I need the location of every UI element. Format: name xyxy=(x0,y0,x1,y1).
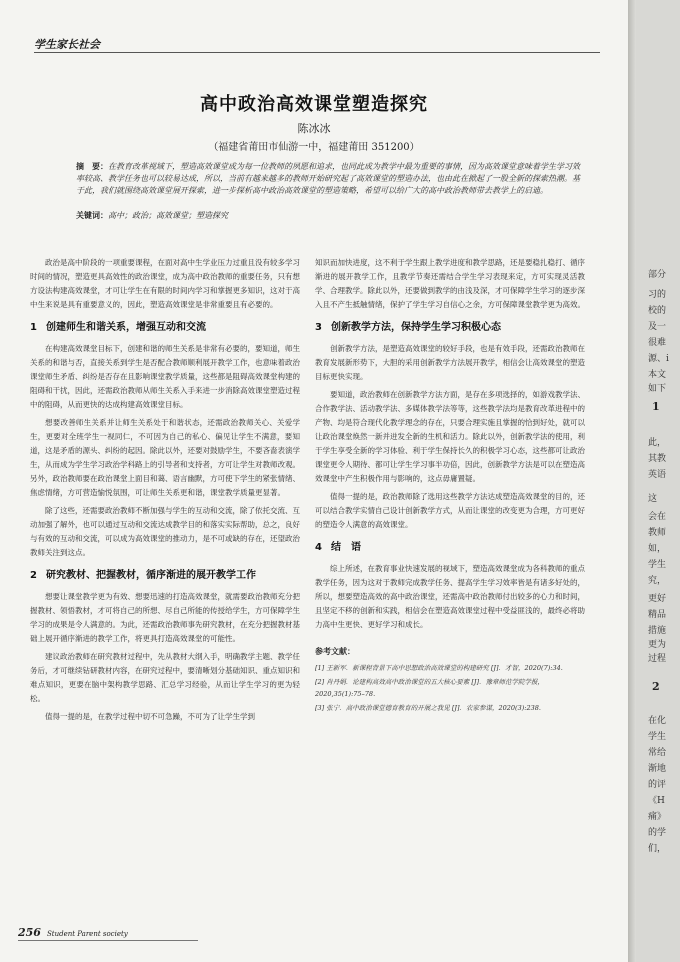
adjacent-page-fragment: 学生 xyxy=(648,560,667,570)
adjacent-page-fragment: 常给 xyxy=(648,748,667,758)
adjacent-page-fragment: 过程 xyxy=(648,654,667,664)
adjacent-page-fragment: 在化 xyxy=(648,716,667,726)
section-heading-text: 创建师生和谐关系，增强互动和交流 xyxy=(46,322,206,333)
keywords-text: 高中；政治；高效课堂；塑造探究 xyxy=(108,211,228,220)
body-paragraph: 要知道，政治教师在创新教学方法方面，是存在多项选择的，如游戏教学法、合作教学法、活动教学法、多媒体教学法等等，这些教学法均是教育改革进程中的产物、均是符合现代化教学理念的存在，只要合理实施且掌握的恰到好处，就可以让政治课堂焕然一新并迸发全新的生机和活力。除此以外，创新教学法的使用，利于学生享受全新的学习体验、利于学生保持长久的积极学习心态，这些都可让政治课堂更令人期待、都可让学生学习事半功倍，因此，创新教学方法是可以在塑造高效课堂中产生积极作用与影响的，这点毋庸置疑。 xyxy=(315,390,585,483)
section-heading xyxy=(30,568,300,584)
article-author: 陈冰冰 xyxy=(297,122,331,135)
article-title: 高中政治高效课堂塑造探究 xyxy=(200,94,428,115)
adjacent-page-fragment: 很难 xyxy=(648,338,667,348)
body-paragraph: 知识而加快进度，这不利于学生跟上教学进度和教学思路，还是要稳扎稳打、循序渐进的展开教学工作，且教学节奏还需结合学生学习表现来定，方可实现灵活教学、合理教学。除此以外，还要做到教学的由浅及深，才可保障学生学习的逐步深入且不产生抵触情绪，保护了学生学习自信心之余，方可保障课堂教学更为高效。 xyxy=(315,258,585,309)
adjacent-page-edge xyxy=(628,0,680,962)
adjacent-page-fragment: 渐地 xyxy=(648,764,667,774)
adjacent-page-fragment: 教师 xyxy=(648,528,667,538)
abstract xyxy=(76,160,586,197)
body-paragraph: 综上所述，在教育事业快速发展的视域下，塑造高效课堂成为各科教师的重点教学任务，因为这对于教师完成教学任务、提高学生学习效率皆是有诸多好处的，所以，想要塑造高效的高中政治课堂，还需高中政治教师付出较多的心力和时间，且坚定不移的创新和实践，相信会在塑造高效课堂过程中受益匪浅的，最终必将助力高中生更快、更好学习和成长。 xyxy=(315,564,585,629)
adjacent-page-fragment: 习的 xyxy=(648,290,667,300)
reference-item: [2] 肖丹娟．论建构高效高中政治课堂的五大核心要素 [J]．豫章师范学院学报，2020,35(1):75–78. xyxy=(315,678,545,698)
header-divider xyxy=(34,52,600,53)
section-heading xyxy=(30,320,300,336)
adjacent-page-fragment: 如下 xyxy=(648,384,667,394)
body-paragraph: 政治是高中阶段的一项重要课程，在面对高中生学业压力过重且没有较多学习时间的情况，塑造更具高效性的政治课堂，成为高中政治教师的重要任务，只有想方设法构建高效课堂，才可让学生在有限的时间内学习和掌握更多知识，这对于高中生来说是具有重要意义的，因此，塑造高效课堂是非常重要且有必要的。 xyxy=(30,258,300,309)
adjacent-page-fragment: 1 xyxy=(652,400,660,413)
section-heading-text: 结 语 xyxy=(331,542,361,553)
body-paragraph: 建议政治教师在研究教材过程中，先从教材大纲入手，明确教学主题、教学任务后，才可继续钻研教材内容，在研究过程中，要清晰划分基础知识、重点知识和难点知识，更要在脑中架构教学思路、汇总学习经验，从而让学生学习的更为轻松。 xyxy=(30,652,300,703)
adjacent-page-fragment: 英语 xyxy=(648,470,667,480)
author-affiliation: （福建省莆田市仙游一中，福建莆田 351200） xyxy=(208,142,420,153)
references-title: 参考文献： xyxy=(315,646,355,656)
adjacent-page-fragment: 本文 xyxy=(648,370,667,380)
adjacent-page-fragment: 这 xyxy=(648,494,658,504)
adjacent-page-fragment: 更为 xyxy=(648,640,667,650)
page-footer xyxy=(18,926,128,939)
section-heading-text: 研究教材、把握教材，循序渐进的展开教学工作 xyxy=(46,570,256,581)
body-paragraph: 想要改善师生关系并让师生关系处于和谐状态，还需政治教师关心、关爱学生，更要对全班学生一视同仁，不可因为自己的私心、偏见让学生不满意，要知道，这是矛盾的源头、纠纷的起因。除此以外，还要对鼓励学生，不要吝啬表演学生，从而成为学生学习政治学科路上的引导者和支持者，方可让学生对教师改观。另外，政治教师要在政治课堂上面目和蔼、语言幽默，方可使下学生的紧张情绪、焦虑情绪，方可营造愉悦氛围，可让师生关系更和谐，课堂教学质量更显著。 xyxy=(30,418,300,497)
adjacent-page-fragment: 痛》 xyxy=(648,812,667,822)
adjacent-page-fragment: 及一 xyxy=(648,322,667,332)
adjacent-page-fragment: 措施 xyxy=(648,626,667,636)
body-paragraph: 除了这些，还需要政治教师不断加强与学生的互动和交流，除了依托交流、互动加强了解外，也可以通过互动和交流达成教学目的和落实实际帮助，总之，良好与有效的互动和交流，可以成为高效课堂的推动力，是不可或缺的存在，还望政治教师关注到这点。 xyxy=(30,506,300,557)
adjacent-page-fragment: 学生 xyxy=(648,732,667,742)
journal-brand: 学生家长社会 xyxy=(34,38,100,51)
page-number: 256 xyxy=(18,926,41,939)
reference-item: [3] 张宁．高中政治课堂德育教育的开展之我见 [J]．农家参谋，2020(3):238. xyxy=(315,704,541,712)
adjacent-page-fragment: 更好 xyxy=(648,594,667,604)
left-column xyxy=(30,256,300,728)
footer-divider xyxy=(18,940,198,941)
reference-item: [1] 王新军．新课程背景下高中思想政治高效课堂的构建研究 [J]．才智，2020(7):34. xyxy=(315,664,563,672)
adjacent-page-fragment: 精品 xyxy=(648,610,667,620)
abstract-text: 在教育改革视域下，塑造高效课堂成为每一位教师的夙愿和追求，也同此成为教学中最为重要的事情，因为高效课堂意味着学生学习效率较高、教学任务也可以较易达成，所以，当前有越来越多的教师开始研究起了高效课堂的塑造办法，也由此在掀起了一股全新的探索热潮。基于此，我们就围绕高效课堂展开探索，进一步探析高中政治高效课堂的塑造策略，希望可以给广大的高中政治教师带去教学上的启迪。 xyxy=(76,162,580,195)
adjacent-page-fragment: 校的 xyxy=(648,306,667,316)
body-paragraph: 值得一提的是，在教学过程中切不可急躁，不可为了让学生学到 xyxy=(45,712,255,721)
body-paragraph: 值得一提的是，政治教师除了选用这些教学方法达成塑造高效课堂的目的，还可以结合教学实情自己设计创新教学方式，从而让课堂的改变更为合理，方可更好的塑造令人满意的高效课堂。 xyxy=(315,492,585,529)
section-heading xyxy=(315,320,585,336)
adjacent-page-fragment: 此， xyxy=(648,438,667,448)
adjacent-page-fragment: 如， xyxy=(648,544,667,554)
adjacent-page-fragment: 其教 xyxy=(648,454,667,464)
adjacent-page-fragment: 究， xyxy=(648,576,667,586)
page-fold-shadow xyxy=(628,0,636,962)
body-paragraph: 在构建高效课堂目标下，创建和谐的师生关系是非常有必要的，要知道，师生关系的和谐与否，直接关系到学生是否配合教师顺利展开教学工作，也意味着政治课堂师生矛盾、纠纷是否存在且影响课堂教学质量，这些都是阻碍高效课堂构建的阻碍和干扰，因此，还需政治教师从师生关系入手来进一步消除高效课堂塑造过程中的阻碍，从而更快的达成构建高效课堂目标。 xyxy=(30,344,300,409)
right-column xyxy=(315,256,585,716)
adjacent-page-fragment: 2 xyxy=(652,680,660,693)
body-paragraph: 想要让课堂教学更为有效、想要迅速的打造高效课堂，就需要政治教师充分把握教材、领悟教材，才可将自己的所想、尽自己所能的传授给学生，方可保障学生学习的成果是令人满意的。为此，还需政治教师事先研究教材，在充分把握教材基础上展开循序渐进的教学工作，将更具打造高效课堂的可能性。 xyxy=(30,592,300,643)
section-heading xyxy=(315,540,585,556)
adjacent-page-fragment: 会在 xyxy=(648,512,667,522)
section-number: 3 xyxy=(315,322,322,333)
abstract-label: 摘 要： xyxy=(76,161,108,171)
body-paragraph: 创新教学方法，是塑造高效课堂的较好手段，也是有效手段，还需政治教师在教育发展新形势下，大胆的采用创新教学方法展开教学，相信会让高效课堂的塑造目标更快实现。 xyxy=(315,344,585,381)
section-number: 2 xyxy=(30,570,37,581)
adjacent-page-fragment: 《H xyxy=(648,796,665,806)
adjacent-page-fragment: 源、i xyxy=(648,354,669,364)
adjacent-page-fragment: 的评 xyxy=(648,780,667,790)
adjacent-page-fragment: 部分 xyxy=(648,270,667,280)
section-number: 1 xyxy=(30,322,37,333)
section-number: 4 xyxy=(315,542,322,553)
publication-name: Student Parent society xyxy=(46,930,128,938)
adjacent-page-fragment: 们， xyxy=(648,844,667,854)
adjacent-page-fragment: 的学 xyxy=(648,828,667,838)
keywords xyxy=(76,210,586,221)
keywords-label: 关键词： xyxy=(76,210,108,220)
section-heading-text: 创新教学方法，保持学生学习积极心态 xyxy=(331,322,501,333)
